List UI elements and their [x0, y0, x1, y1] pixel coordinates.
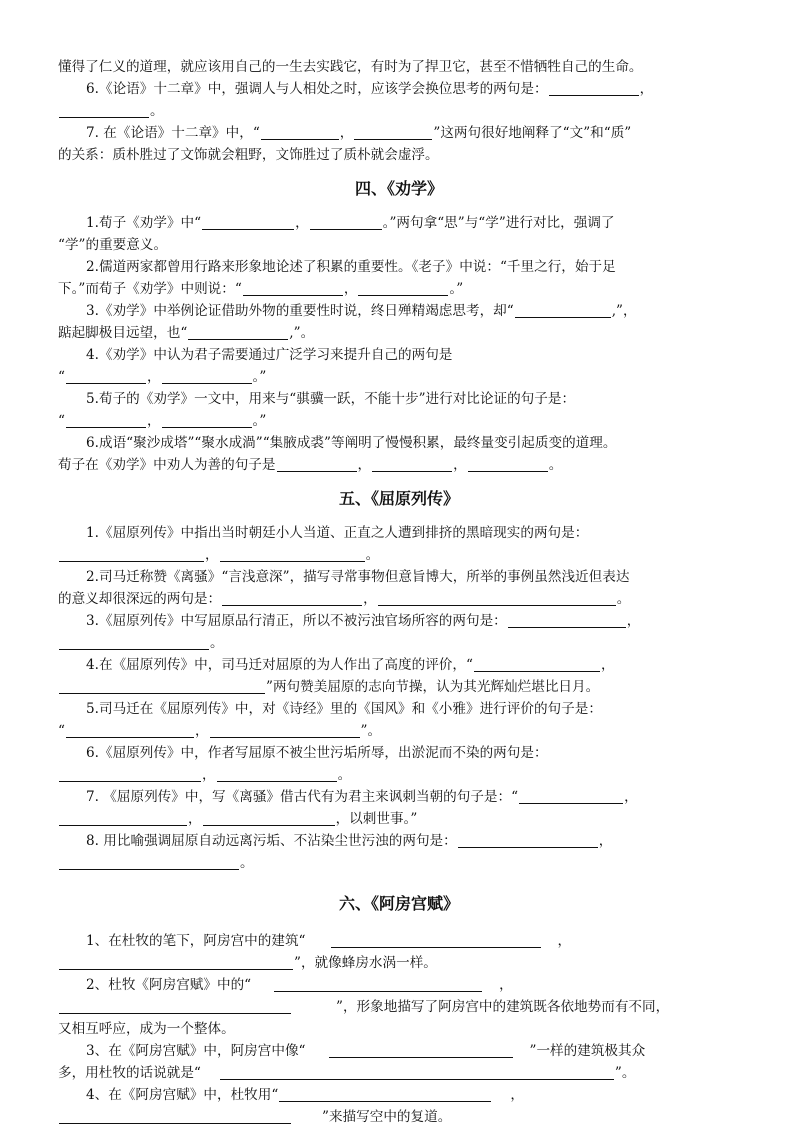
line-text: 又相互呼应，成为一个整体。 [58, 1021, 235, 1037]
answer-blank[interactable] [59, 102, 149, 118]
text-line [58, 654, 740, 676]
line-text: 。 [150, 103, 164, 119]
line-text: 2.司马迁称赞《离骚》“言浅意深”，描写寻常事物但意旨博大，所举的事例虽然浅近但表达 [86, 569, 630, 585]
text-line [58, 256, 740, 278]
answer-blank[interactable] [59, 546, 204, 562]
answer-blank[interactable] [277, 456, 357, 472]
line-text: 6.《屈原列传》中，作者写屈原不被尘世污垢所辱，出淤泥而不染的两句是： [86, 745, 548, 761]
line-text: 3、在《阿房宫赋》中，阿房宫中像“ [86, 1043, 306, 1059]
line-text: 8. 用比喻强调屈原自动远离污垢、不沾染尘世污浊的两句是： [86, 833, 457, 849]
line-text: 7. 在《论语》十二章》中，“ [86, 125, 260, 141]
text-line [58, 122, 740, 144]
text-line [58, 212, 740, 234]
answer-blank[interactable] [59, 1108, 291, 1124]
section-heading: 六、《阿房宫赋》 [338, 894, 459, 913]
text-line [58, 410, 740, 432]
answer-blank[interactable] [261, 124, 339, 140]
answer-blank[interactable] [59, 954, 293, 970]
text-line [58, 522, 740, 544]
answer-blank[interactable] [222, 590, 362, 606]
answer-blank[interactable] [162, 368, 252, 384]
line-text: 。” [252, 369, 267, 385]
text-line [58, 742, 740, 764]
line-text: ”这两句很好地阐释了“文”和“质” [433, 125, 632, 141]
line-text: 。” [252, 413, 267, 429]
line-text: ， [499, 977, 513, 993]
line-text: ， [194, 723, 209, 739]
line-text: 懂得了仁义的道理，就应该用自己的一生去实践它，有时为了捍卫它，甚至不惜牺牲自己的生命。 [58, 59, 643, 75]
text-line [58, 808, 740, 830]
line-text: 1.荀子《劝学》中“ [86, 215, 202, 231]
line-text: ,”， [611, 303, 637, 319]
section [58, 874, 740, 1128]
text-line [58, 588, 740, 610]
line-text: ，以刺世事。” [335, 811, 418, 827]
line-text: 下。”而荀子《劝学》中则说：“ [58, 281, 242, 297]
text-line [58, 764, 740, 786]
answer-blank[interactable] [468, 456, 548, 472]
line-text: 多，用杜牧的话说就是“ [58, 1065, 201, 1081]
line-text: ”两句赞美屈原的志向节操，认为其光辉灿烂堪比日月。 [266, 679, 600, 695]
answer-blank[interactable] [508, 612, 626, 628]
line-text: 。 [616, 591, 631, 607]
line-text: 。” [449, 281, 464, 297]
line-text: 3.《屈原列传》中写屈原品行清正，所以不被污浊官场所容的两句是： [86, 613, 507, 629]
worksheet-page [58, 56, 740, 1128]
line-text: 。 [240, 855, 254, 871]
answer-blank[interactable] [210, 722, 360, 738]
answer-blank[interactable] [519, 788, 623, 804]
line-text: 。 [210, 635, 224, 651]
answer-blank[interactable] [358, 280, 448, 296]
line-text: 。 [548, 457, 563, 473]
line-text: 的意义却很深远的两句是： [58, 591, 222, 607]
text-line [58, 144, 740, 166]
line-text: ”，就像蜂房水涡一样。 [294, 955, 437, 971]
line-text: ， [343, 281, 358, 297]
line-text: 4.在《屈原列传》中，司马迁对屈原的为人作出了高度的评价，“ [86, 657, 473, 673]
text-line [58, 1062, 740, 1084]
answer-blank[interactable] [378, 590, 616, 606]
answer-blank[interactable] [202, 214, 294, 230]
text-line [58, 366, 740, 388]
text-line [58, 100, 740, 122]
line-text: ， [600, 657, 615, 673]
answer-blank[interactable] [188, 324, 288, 340]
section [58, 166, 740, 476]
line-text: 2、杜牧《阿房宫赋》中的“ [86, 977, 252, 993]
line-text: ， [205, 547, 219, 563]
answer-blank[interactable] [354, 124, 432, 140]
answer-blank[interactable] [458, 832, 598, 848]
answer-blank[interactable] [59, 810, 187, 826]
answer-blank[interactable] [310, 214, 382, 230]
answer-blank[interactable] [549, 80, 639, 96]
text-line [58, 234, 740, 256]
answer-blank[interactable] [59, 998, 291, 1014]
text-line [58, 974, 740, 996]
line-text: 4.《劝学》中认为君子需要通过广泛学习来提升自己的两句是 [86, 347, 453, 363]
answer-blank[interactable] [279, 1086, 491, 1102]
line-text: 。 [365, 547, 380, 563]
text-line [58, 544, 740, 566]
answer-blank[interactable] [243, 280, 343, 296]
text-line [58, 1040, 740, 1062]
answer-blank[interactable] [203, 810, 335, 826]
line-text: ”。 [360, 723, 382, 739]
text-line [58, 632, 740, 654]
line-text: 6.成语“聚沙成塔”“聚水成渦”“集腋成裘”等阐明了慢慢积累，最终量变引起质变的道理。 [86, 435, 617, 451]
answer-blank[interactable] [217, 766, 337, 782]
answer-blank[interactable] [66, 722, 194, 738]
text-line [58, 610, 740, 632]
line-text: 7. 《屈原列传》中，写《离骚》借古代有为君主来讽刺当朝的句子是：“ [86, 789, 519, 805]
line-text: ， [357, 457, 372, 473]
line-text: 。 [337, 767, 352, 783]
section-heading: 四、《劝学》 [354, 179, 443, 198]
text-line [58, 388, 740, 410]
text-line [58, 566, 740, 588]
section [58, 476, 740, 874]
line-text: 5.司马迁在《屈原列传》中，对《诗经》里的《国风》和《小雅》进行评价的句子是： [86, 701, 602, 717]
line-text: ”来描写空中的复道。 [322, 1109, 452, 1125]
text-line [58, 1018, 740, 1040]
line-text: 1.《屈原列传》中指出当时朝廷小人当道、正直之人遭到排挤的黑暗现实的两句是： [86, 525, 589, 541]
line-text: “ [58, 723, 65, 739]
answer-blank[interactable] [59, 854, 239, 870]
line-text: “ [58, 413, 65, 429]
text-line [58, 698, 740, 720]
line-text: ， [363, 591, 377, 607]
line-text: ， [188, 811, 202, 827]
text-line [58, 952, 740, 974]
line-text: 。”两句拿“思”与“学”进行对比，强调了 [382, 215, 615, 231]
line-text: 荀子在《劝学》中劝人为善的句子是 [58, 457, 276, 473]
text-line [58, 1084, 740, 1106]
answer-blank[interactable] [59, 634, 209, 650]
line-text: ， [557, 933, 572, 949]
text-line [58, 852, 740, 874]
line-text: ”一样的建筑极其众 [529, 1043, 646, 1059]
section-heading: 五、《屈原列传》 [338, 489, 459, 508]
answer-blank[interactable] [372, 456, 452, 472]
text-line [58, 56, 740, 78]
text-line [58, 278, 740, 300]
line-text: ， [453, 457, 467, 473]
section [58, 56, 740, 166]
line-text: 3.《劝学》中举例论证借助外物的重要性时说，终日殚精竭虑思考，却“ [86, 303, 514, 319]
line-text: 踮起脚极目远望，也“ [58, 325, 188, 341]
text-line [58, 996, 740, 1018]
line-text: ， [639, 81, 654, 97]
line-text: ， [624, 789, 638, 805]
text-line [58, 930, 740, 952]
line-text: ， [626, 613, 641, 629]
line-text: 1、在杜牧的笔下，阿房宫中的建筑“ [86, 933, 306, 949]
line-text: ， [295, 215, 309, 231]
answer-blank[interactable] [66, 368, 146, 384]
answer-blank[interactable] [59, 678, 265, 694]
text-line [58, 300, 740, 322]
line-text: 5.荀子的《劝学》一文中，用来与“骐骥一跃，不能十步”进行对比论证的句子是： [86, 391, 576, 407]
answer-blank[interactable] [220, 546, 365, 562]
line-text: ， [510, 1087, 524, 1103]
line-text: “ [58, 369, 65, 385]
line-text: ”。 [614, 1065, 636, 1081]
text-line [58, 78, 740, 100]
answer-blank[interactable] [162, 412, 252, 428]
text-line [58, 830, 740, 852]
line-text: ， [598, 833, 613, 849]
line-text: ， [339, 125, 354, 141]
answer-blank[interactable] [66, 412, 146, 428]
text-line [58, 786, 740, 808]
line-text: ， [146, 413, 161, 429]
text-line [58, 454, 740, 476]
text-line [58, 322, 740, 344]
line-text: ,”。 [289, 325, 315, 341]
line-text: ”，形象地描写了阿房宫中的建筑既各依地势而有不同， [336, 999, 670, 1015]
line-text: 2.儒道两家都曾用行路来形象地论述了积累的重要性。《老子》中说：“千里之行，始于足 [86, 259, 616, 275]
answer-blank[interactable] [474, 656, 600, 672]
answer-blank[interactable] [329, 1042, 513, 1058]
answer-blank[interactable] [274, 976, 482, 992]
text-line [58, 720, 740, 742]
text-line [58, 1106, 740, 1128]
line-text: “学”的重要意义。 [58, 237, 168, 253]
answer-blank[interactable] [515, 302, 611, 318]
line-text: 的关系：质朴胜过了文饰就会粗野，文饰胜过了质朴就会虚浮。 [58, 147, 439, 163]
text-line [58, 344, 740, 366]
answer-blank[interactable] [331, 932, 541, 948]
text-line [58, 676, 740, 698]
line-text: 6.《论语》十二章》中，强调人与人相处之时，应该学会换位思考的两句是： [86, 81, 548, 97]
line-text: ， [146, 369, 161, 385]
line-text: 4、在《阿房宫赋》中，杜牧用“ [86, 1087, 279, 1103]
text-line [58, 432, 740, 454]
answer-blank[interactable] [220, 1064, 614, 1080]
answer-blank[interactable] [59, 766, 201, 782]
line-text: ， [202, 767, 216, 783]
